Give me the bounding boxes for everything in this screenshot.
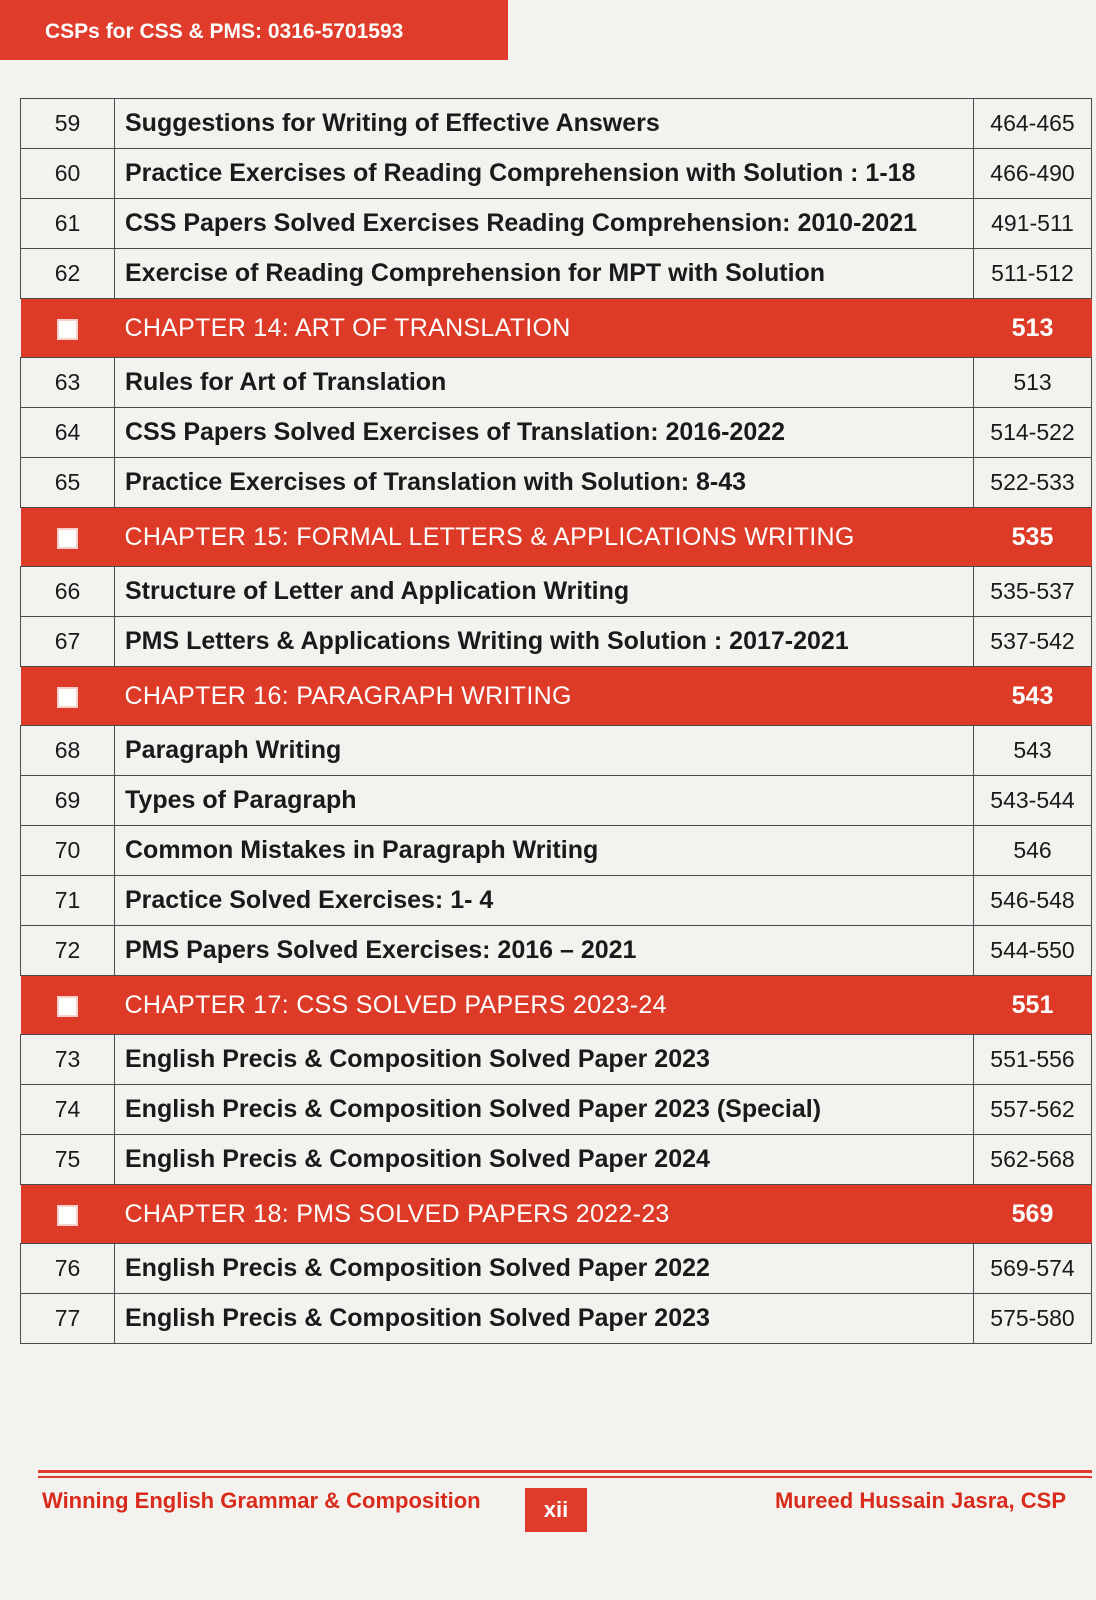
toc-entry-row [21, 1085, 1092, 1135]
entry-pages: 537-542 [974, 617, 1092, 667]
entry-pages: 546-548 [974, 876, 1092, 926]
entry-pages: 513 [974, 358, 1092, 408]
entry-title: English Precis & Composition Solved Paper 2024 [115, 1135, 974, 1185]
toc-entry-row [21, 199, 1092, 249]
entry-pages: 511-512 [974, 249, 1092, 299]
entry-number: 76 [21, 1244, 115, 1294]
entry-number: 67 [21, 617, 115, 667]
entry-pages: 464-465 [974, 99, 1092, 149]
entry-number: 73 [21, 1035, 115, 1085]
entry-pages: 546 [974, 826, 1092, 876]
entry-pages: 544-550 [974, 926, 1092, 976]
footer-rule [38, 1470, 1092, 1473]
entry-title: Exercise of Reading Comprehension for MPT with Solution [115, 249, 974, 299]
chapter-title: CHAPTER 18: PMS SOLVED PAPERS 2022-23 [115, 1185, 974, 1244]
entry-title: Paragraph Writing [115, 726, 974, 776]
toc-entry-row [21, 408, 1092, 458]
toc-entry-row [21, 1135, 1092, 1185]
entry-number: 68 [21, 726, 115, 776]
entry-number: 59 [21, 99, 115, 149]
entry-number: 75 [21, 1135, 115, 1185]
entry-title: English Precis & Composition Solved Paper 2023 [115, 1035, 974, 1085]
toc-entry-row [21, 1294, 1092, 1344]
entry-pages: 466-490 [974, 149, 1092, 199]
footer-author: Mureed Hussain Jasra, CSP [774, 1488, 1066, 1513]
entry-number: 77 [21, 1294, 115, 1344]
toc-entry-row [21, 826, 1092, 876]
entry-number: 71 [21, 876, 115, 926]
top-banner [0, 0, 508, 60]
entry-pages: 557-562 [974, 1085, 1092, 1135]
footer-book-title: Winning English Grammar & Composition [42, 1488, 481, 1513]
toc-entry-row [21, 876, 1092, 926]
toc-entry-row [21, 726, 1092, 776]
chapter-page: 551 [974, 976, 1092, 1035]
entry-number: 61 [21, 199, 115, 249]
page-number-badge: xii [525, 1488, 587, 1532]
chapter-page: 569 [974, 1185, 1092, 1244]
entry-number: 60 [21, 149, 115, 199]
chapter-header-row [21, 667, 1092, 726]
entry-title: Practice Solved Exercises: 1- 4 [115, 876, 974, 926]
chapter-page: 543 [974, 667, 1092, 726]
toc-entry-row [21, 776, 1092, 826]
toc-entry-row [21, 249, 1092, 299]
chapter-header-row [21, 976, 1092, 1035]
chapter-header-row [21, 299, 1092, 358]
entry-number: 62 [21, 249, 115, 299]
chapter-checkbox-cell [21, 299, 115, 358]
entry-pages: 535-537 [974, 567, 1092, 617]
toc-entry-row [21, 617, 1092, 667]
chapter-title: CHAPTER 16: PARAGRAPH WRITING [115, 667, 974, 726]
footer-rule-secondary [38, 1476, 1092, 1478]
chapter-title: CHAPTER 15: FORMAL LETTERS & APPLICATIONS WRITING [115, 508, 974, 567]
toc-entry-row [21, 149, 1092, 199]
entry-pages: 575-580 [974, 1294, 1092, 1344]
checkbox-square-icon [57, 996, 78, 1017]
checkbox-square-icon [57, 319, 78, 340]
toc-entry-row [21, 358, 1092, 408]
chapter-checkbox-cell [21, 1185, 115, 1244]
toc-entry-row [21, 99, 1092, 149]
entry-pages: 562-568 [974, 1135, 1092, 1185]
entry-pages: 551-556 [974, 1035, 1092, 1085]
checkbox-square-icon [57, 528, 78, 549]
entry-number: 63 [21, 358, 115, 408]
chapter-header-row [21, 1185, 1092, 1244]
entry-pages: 543 [974, 726, 1092, 776]
banner-text: CSPs for CSS & PMS: 0316-5701593 [45, 20, 404, 43]
chapter-title: CHAPTER 17: CSS SOLVED PAPERS 2023-24 [115, 976, 974, 1035]
entry-title: PMS Papers Solved Exercises: 2016 – 2021 [115, 926, 974, 976]
toc-entry-row [21, 1244, 1092, 1294]
entry-pages: 543-544 [974, 776, 1092, 826]
chapter-page: 535 [974, 508, 1092, 567]
toc-table [20, 98, 1092, 1344]
chapter-header-row [21, 508, 1092, 567]
chapter-checkbox-cell [21, 976, 115, 1035]
entry-pages: 569-574 [974, 1244, 1092, 1294]
entry-title: English Precis & Composition Solved Paper 2023 [115, 1294, 974, 1344]
entry-number: 70 [21, 826, 115, 876]
entry-number: 66 [21, 567, 115, 617]
toc-entry-row [21, 458, 1092, 508]
entry-title: Suggestions for Writing of Effective Answers [115, 99, 974, 149]
chapter-checkbox-cell [21, 667, 115, 726]
chapter-page: 513 [974, 299, 1092, 358]
chapter-checkbox-cell [21, 508, 115, 567]
entry-title: Common Mistakes in Paragraph Writing [115, 826, 974, 876]
entry-title: Practice Exercises of Translation with Solution: 8-43 [115, 458, 974, 508]
entry-title: Types of Paragraph [115, 776, 974, 826]
entry-number: 64 [21, 408, 115, 458]
toc-entry-row [21, 1035, 1092, 1085]
toc-body [21, 99, 1092, 1344]
chapter-title: CHAPTER 14: ART OF TRANSLATION [115, 299, 974, 358]
checkbox-square-icon [57, 687, 78, 708]
entry-title: Practice Exercises of Reading Comprehension with Solution : 1-18 [115, 149, 974, 199]
entry-number: 69 [21, 776, 115, 826]
entry-title: CSS Papers Solved Exercises of Translation: 2016-2022 [115, 408, 974, 458]
entry-title: Structure of Letter and Application Writing [115, 567, 974, 617]
entry-title: English Precis & Composition Solved Paper 2023 (Special) [115, 1085, 974, 1135]
entry-title: Rules for Art of Translation [115, 358, 974, 408]
entry-pages: 491-511 [974, 199, 1092, 249]
toc-entry-row [21, 567, 1092, 617]
entry-pages: 522-533 [974, 458, 1092, 508]
entry-number: 74 [21, 1085, 115, 1135]
entry-pages: 514-522 [974, 408, 1092, 458]
entry-title: PMS Letters & Applications Writing with Solution : 2017-2021 [115, 617, 974, 667]
toc-entry-row [21, 926, 1092, 976]
entry-number: 72 [21, 926, 115, 976]
entry-title: English Precis & Composition Solved Paper 2022 [115, 1244, 974, 1294]
entry-number: 65 [21, 458, 115, 508]
entry-title: CSS Papers Solved Exercises Reading Comprehension: 2010-2021 [115, 199, 974, 249]
checkbox-square-icon [57, 1205, 78, 1226]
